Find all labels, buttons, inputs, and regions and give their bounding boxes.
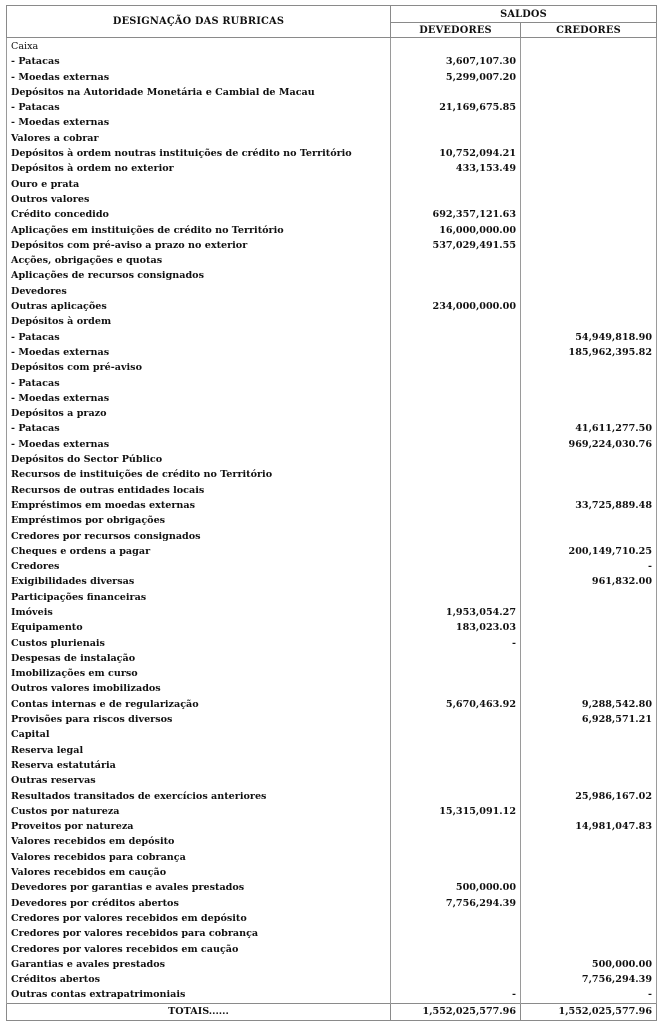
row-devedores: 692,357,121.63 [391,207,521,222]
table-row [7,911,657,926]
totals-label: TOTAIS...... [7,1003,391,1020]
row-designation: Outras aplicações [7,299,391,314]
totals-credores: 1,552,025,577.96 [521,1003,657,1020]
row-devedores [391,115,521,130]
table-row [7,620,657,635]
table-row [7,360,657,375]
row-credores: 54,949,818.90 [521,330,657,345]
row-designation: Ouro e prata [7,177,391,192]
row-credores: 33,725,889.48 [521,498,657,513]
table-row [7,804,657,819]
row-credores [521,314,657,329]
row-devedores: 5,299,007.20 [391,70,521,85]
table-row [7,100,657,115]
row-credores [521,666,657,681]
table-row [7,376,657,391]
table-row [7,498,657,513]
row-devedores [391,85,521,100]
table-row [7,605,657,620]
row-devedores: 7,756,294.39 [391,896,521,911]
row-devedores [391,681,521,696]
row-devedores: 500,000.00 [391,880,521,895]
row-devedores [391,452,521,467]
row-devedores [391,559,521,574]
table-row [7,406,657,421]
row-designation: - Moedas externas [7,437,391,452]
row-credores [521,896,657,911]
table-row [7,330,657,345]
table-row [7,391,657,406]
row-devedores: 1,953,054.27 [391,605,521,620]
row-designation: Depósitos a prazo [7,406,391,421]
row-credores [521,253,657,268]
row-designation: - Patacas [7,421,391,436]
row-devedores: 234,000,000.00 [391,299,521,314]
row-credores [521,100,657,115]
row-credores [521,115,657,130]
row-designation: Valores a cobrar [7,131,391,146]
table-row [7,146,657,161]
row-devedores [391,268,521,283]
row-designation: Depósitos com pré-aviso [7,360,391,375]
table-row [7,223,657,238]
row-credores [521,727,657,742]
row-devedores [391,957,521,972]
row-designation: Valores recebidos em depósito [7,834,391,849]
table-row [7,70,657,85]
row-credores [521,161,657,176]
row-credores [521,590,657,605]
row-credores [521,38,657,55]
row-designation: - Patacas [7,100,391,115]
row-credores: 961,832.00 [521,574,657,589]
row-devedores: 5,670,463.92 [391,697,521,712]
row-credores [521,207,657,222]
table-row [7,115,657,130]
row-credores [521,360,657,375]
row-designation: Credores por valores recebidos em depósito [7,911,391,926]
table-row [7,161,657,176]
row-credores [521,391,657,406]
row-credores [521,529,657,544]
row-designation: Imobilizações em curso [7,666,391,681]
row-devedores [391,253,521,268]
header-designation: DESIGNAÇÃO DAS RUBRICAS [7,6,391,38]
row-credores [521,376,657,391]
row-credores: 185,962,395.82 [521,345,657,360]
table-row [7,743,657,758]
row-devedores [391,574,521,589]
row-devedores [391,590,521,605]
table-row [7,727,657,742]
row-credores [521,880,657,895]
row-devedores [391,834,521,849]
row-designation: Custos por natureza [7,804,391,819]
row-designation: Garantias e avales prestados [7,957,391,972]
row-designation: Equipamento [7,620,391,635]
table-row [7,681,657,696]
table-header [7,6,657,38]
table-row [7,942,657,957]
row-designation: Recursos de outras entidades locais [7,483,391,498]
totals-row [7,1003,657,1020]
row-credores: 25,986,167.02 [521,789,657,804]
table-row [7,345,657,360]
table-row [7,590,657,605]
row-credores [521,223,657,238]
row-credores [521,406,657,421]
row-devedores [391,651,521,666]
table-row [7,880,657,895]
table-row [7,544,657,559]
row-credores [521,850,657,865]
row-devedores [391,483,521,498]
row-designation: - Patacas [7,376,391,391]
row-designation: Acções, obrigações e quotas [7,253,391,268]
table-row [7,666,657,681]
row-devedores: 10,752,094.21 [391,146,521,161]
row-devedores [391,38,521,55]
row-designation: Credores por valores recebidos em caução [7,942,391,957]
row-devedores [391,743,521,758]
row-designation: Credores por valores recebidos para cobrança [7,926,391,941]
row-designation: Empréstimos em moedas externas [7,498,391,513]
row-designation: Créditos abertos [7,972,391,987]
row-designation: Cheques e ordens a pagar [7,544,391,559]
row-devedores [391,391,521,406]
row-credores [521,85,657,100]
row-credores: 7,756,294.39 [521,972,657,987]
row-devedores [391,544,521,559]
row-credores [521,299,657,314]
row-designation: Outras reservas [7,773,391,788]
table-row [7,284,657,299]
row-devedores: 183,023.03 [391,620,521,635]
row-devedores [391,727,521,742]
table-body [7,38,657,1004]
table-row [7,865,657,880]
header-credores: CREDORES [521,23,657,38]
row-designation: Credores por recursos consignados [7,529,391,544]
table-row [7,972,657,987]
row-devedores [391,314,521,329]
table-row [7,421,657,436]
table-row [7,789,657,804]
row-credores [521,911,657,926]
table-row [7,253,657,268]
row-credores: 200,149,710.25 [521,544,657,559]
row-credores: 14,981,047.83 [521,819,657,834]
row-designation: Reserva legal [7,743,391,758]
row-credores [521,605,657,620]
table-row [7,896,657,911]
row-credores [521,620,657,635]
row-designation: Despesas de instalação [7,651,391,666]
row-devedores: 15,315,091.12 [391,804,521,819]
table-row [7,636,657,651]
row-designation: Contas internas e de regularização [7,697,391,712]
header-saldos: SALDOS [391,6,657,23]
row-credores [521,146,657,161]
table-row [7,192,657,207]
row-designation: Exigibilidades diversas [7,574,391,589]
row-credores [521,926,657,941]
row-devedores [391,437,521,452]
row-designation: Depósitos com pré-aviso a prazo no exterior [7,238,391,253]
row-credores: - [521,559,657,574]
row-designation: Aplicações de recursos consignados [7,268,391,283]
row-devedores [391,819,521,834]
row-credores [521,651,657,666]
row-designation: Imóveis [7,605,391,620]
row-designation: Outros valores imobilizados [7,681,391,696]
row-designation: - Patacas [7,330,391,345]
row-designation: Valores recebidos em caução [7,865,391,880]
table-row [7,513,657,528]
row-devedores: 16,000,000.00 [391,223,521,238]
row-devedores [391,911,521,926]
row-designation: Custos plurienais [7,636,391,651]
row-credores [521,743,657,758]
row-devedores [391,942,521,957]
row-credores: 500,000.00 [521,957,657,972]
table-row [7,238,657,253]
row-credores [521,513,657,528]
row-designation: Caixa [7,38,391,55]
row-credores [521,238,657,253]
row-credores: 9,288,542.80 [521,697,657,712]
row-credores [521,942,657,957]
row-designation: Depósitos à ordem no exterior [7,161,391,176]
row-designation: - Moedas externas [7,70,391,85]
row-designation: Capital [7,727,391,742]
row-devedores: 3,607,107.30 [391,54,521,69]
row-devedores: 433,153.49 [391,161,521,176]
row-devedores: - [391,987,521,1003]
table-row [7,177,657,192]
table-row [7,314,657,329]
row-devedores [391,789,521,804]
row-devedores [391,284,521,299]
row-designation: Depósitos à ordem [7,314,391,329]
row-devedores [391,758,521,773]
table-row [7,651,657,666]
row-devedores [391,666,521,681]
table-row [7,452,657,467]
row-credores: 41,611,277.50 [521,421,657,436]
row-credores [521,131,657,146]
row-credores [521,804,657,819]
totals-devedores: 1,552,025,577.96 [391,1003,521,1020]
row-devedores [391,360,521,375]
table-row [7,207,657,222]
balance-table [6,5,657,1021]
row-credores [521,636,657,651]
row-devedores [391,926,521,941]
row-devedores: 21,169,675.85 [391,100,521,115]
row-credores [521,758,657,773]
row-credores [521,70,657,85]
table-row [7,437,657,452]
row-credores [521,268,657,283]
table-row [7,131,657,146]
row-devedores [391,376,521,391]
table-row [7,574,657,589]
row-credores [521,483,657,498]
row-credores [521,773,657,788]
table-row [7,299,657,314]
row-designation: Reserva estatutária [7,758,391,773]
row-designation: - Patacas [7,54,391,69]
row-credores [521,681,657,696]
row-devedores [391,177,521,192]
row-credores: 969,224,030.76 [521,437,657,452]
table-row [7,85,657,100]
row-devedores [391,192,521,207]
row-devedores [391,345,521,360]
row-credores [521,284,657,299]
row-credores: 6,928,571.21 [521,712,657,727]
row-credores: - [521,987,657,1003]
table-row [7,850,657,865]
table-row [7,483,657,498]
row-credores [521,54,657,69]
row-credores [521,865,657,880]
row-designation: Credores [7,559,391,574]
row-credores [521,467,657,482]
row-devedores [391,498,521,513]
table-row [7,697,657,712]
row-designation: Outros valores [7,192,391,207]
row-designation: Proveitos por natureza [7,819,391,834]
row-credores [521,834,657,849]
row-devedores: 537,029,491.55 [391,238,521,253]
table-row [7,38,657,55]
row-credores [521,192,657,207]
table-row [7,957,657,972]
row-designation: Valores recebidos para cobrança [7,850,391,865]
row-designation: Depósitos à ordem noutras instituições de crédito no Território [7,146,391,161]
row-devedores [391,972,521,987]
row-devedores [391,865,521,880]
row-designation: Participações financeiras [7,590,391,605]
row-designation: Devedores por créditos abertos [7,896,391,911]
row-designation: - Moedas externas [7,345,391,360]
row-credores [521,177,657,192]
table-row [7,712,657,727]
table-row [7,54,657,69]
table-row [7,529,657,544]
table-row [7,268,657,283]
row-designation: Empréstimos por obrigações [7,513,391,528]
row-devedores [391,131,521,146]
row-designation: Devedores por garantias e avales prestados [7,880,391,895]
row-devedores [391,406,521,421]
row-devedores: - [391,636,521,651]
row-devedores [391,467,521,482]
row-designation: - Moedas externas [7,115,391,130]
row-designation: Devedores [7,284,391,299]
table-row [7,926,657,941]
row-credores [521,452,657,467]
table-row [7,467,657,482]
row-devedores [391,773,521,788]
table-row [7,834,657,849]
table-row [7,758,657,773]
row-devedores [391,513,521,528]
row-devedores [391,529,521,544]
row-designation: Resultados transitados de exercícios anteriores [7,789,391,804]
row-designation: - Moedas externas [7,391,391,406]
table-row [7,559,657,574]
row-designation: Crédito concedido [7,207,391,222]
row-devedores [391,330,521,345]
table-row [7,773,657,788]
row-designation: Recursos de instituições de crédito no Território [7,467,391,482]
table-row [7,987,657,1003]
row-devedores [391,712,521,727]
header-devedores: DEVEDORES [391,23,521,38]
row-devedores [391,850,521,865]
row-designation: Depósitos na Autoridade Monetária e Cambial de Macau [7,85,391,100]
row-designation: Provisões para riscos diversos [7,712,391,727]
row-designation: Outras contas extrapatrimoniais [7,987,391,1003]
table-row [7,819,657,834]
row-designation: Depósitos do Sector Público [7,452,391,467]
row-designation: Aplicações em instituições de crédito no Território [7,223,391,238]
row-devedores [391,421,521,436]
